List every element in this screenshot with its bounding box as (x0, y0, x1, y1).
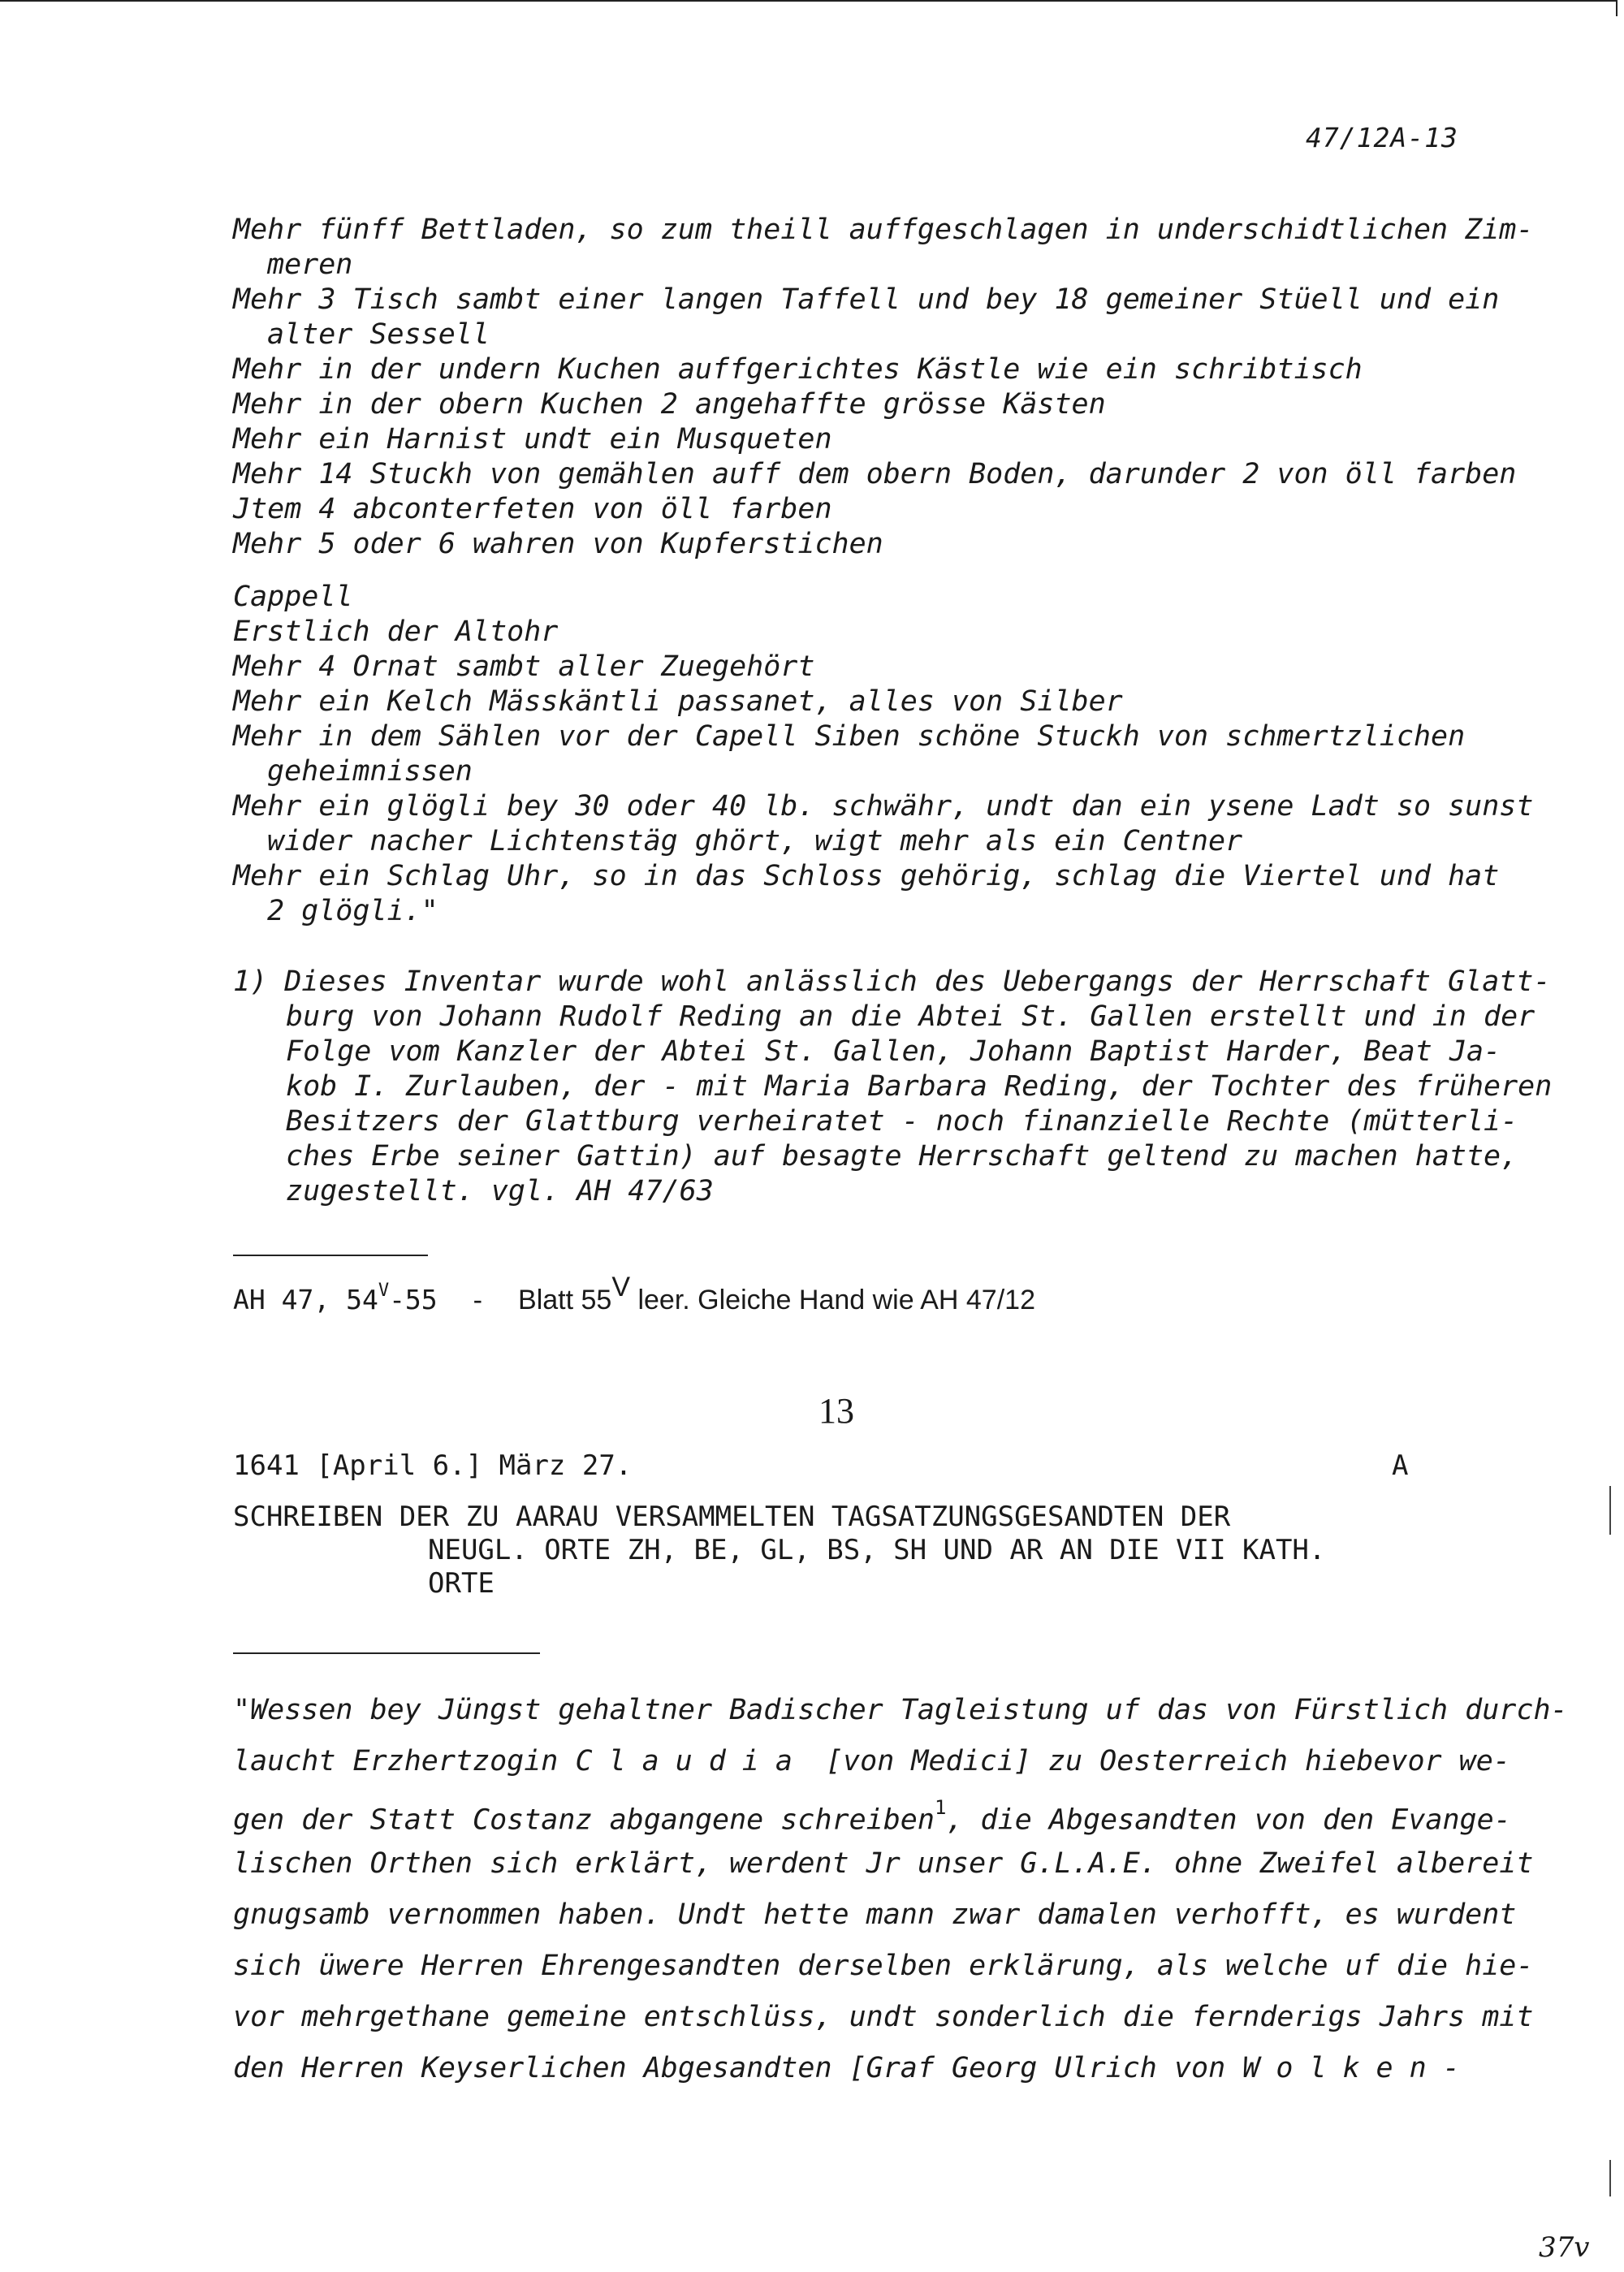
source-separator-rule (233, 1255, 428, 1256)
footnote-line: burg von Johann Rudolf Reding an die Abtei St. Gallen erstellt und in der (286, 1000, 1535, 1033)
source-note (233, 1271, 1035, 1320)
scan-border-right (1616, 0, 1618, 16)
source-remark: leer. Gleiche Hand wie AH 47/12 (630, 1285, 1035, 1315)
body-text: den Herren Keyserlichen Abgesandten [Graf Georg Ulrich von (233, 2052, 1243, 2084)
footnote-line: ches Erbe seiner Gattin) auf besagte Herrschaft geltend zu machen hatte, (286, 1140, 1518, 1173)
inventory-line: Mehr 14 Stuckh von gemählen auff dem obern Boden, darunder 2 von öll farben (233, 458, 1517, 490)
body-line: vor mehrgethane gemeine entschlüss, undt sonderlich die fernderigs Jahrs mit (233, 2001, 1534, 2033)
body-line (233, 1736, 1568, 1787)
body-text: gen der Statt Costanz abgangene schreiben (233, 1803, 935, 1837)
source-blatt: Blatt 55 (518, 1285, 612, 1315)
source-range: -55 - (389, 1284, 519, 1315)
spaced-name: Claudia (575, 1745, 809, 1777)
scan-border-top (0, 0, 1616, 2)
title-line: ORTE (428, 1567, 495, 1600)
title-line: NEUGL. ORTE ZH, BE, GL, BS, SH UND AR AN DIE VII KATH. (428, 1534, 1326, 1566)
inventory-line: Mehr ein glögli bey 30 oder 40 lb. schwähr, undt dan ein ysene Ladt so sunst (233, 790, 1534, 823)
body-text: laucht Erzhertzogin (233, 1745, 576, 1777)
body-line: lischen Orthen sich erklärt, werdent Jr unser G.L.A.E. ohne Zweifel albereit (233, 1847, 1534, 1880)
inventory-line: geheimnissen (267, 755, 473, 788)
inventory-line: Mehr fünff Bettladen, so zum theill auffgeschlagen in underschidtlichen Zim- (233, 214, 1534, 246)
body-line: gnugsamb vernommen haben. Undt hette mann zwar damalen verhofft, es wurdent (233, 1898, 1517, 1931)
body-text: - (1442, 2052, 1460, 2084)
document-number: 13 (818, 1391, 854, 1431)
body-text: , die Abgesandten von den Evange- (946, 1803, 1511, 1837)
inventory-line: Mehr ein Harnist undt ein Musqueten (233, 423, 832, 456)
title-line: SCHREIBEN DER ZU AARAU VERSAMMELTEN TAGSATZUNGSGESANDTEN DER (233, 1501, 1231, 1533)
spaced-name: Wolken (1242, 2052, 1443, 2084)
page-reference: 47/12A-13 (1306, 122, 1458, 153)
inventory-line: meren (267, 248, 353, 281)
body-text: [von Medici] zu Oesterreich hiebevor we- (808, 1745, 1510, 1777)
body-line: "Wessen bey Jüngst gehaltner Badischer Tagleistung uf das von Fürstlich durch- (233, 1694, 1568, 1726)
inventory-line: Jtem 4 abconterfeten von öll farben (233, 493, 832, 525)
inventory-line: Erstlich der Altohr (233, 616, 559, 648)
document-letter: A (1392, 1449, 1409, 1482)
inventory-line: Mehr ein Schlag Uhr, so in das Schloss gehörig, schlag die Viertel und hat (233, 860, 1500, 892)
body-line (233, 2043, 1568, 2094)
source-shelfmark: AH 47, 54 (233, 1284, 378, 1315)
inventory-line: 2 glögli." (267, 895, 438, 927)
footnote-line: 1) Dieses Inventar wurde wohl anlässlich des Uebergangs der Herrschaft Glatt- (233, 965, 1551, 998)
footnote-marker: 1 (934, 1796, 947, 1819)
body-line (233, 1787, 1568, 1838)
letter-body (233, 1685, 1568, 2094)
inventory-line: Mehr 3 Tisch sambt einer langen Taffell und bey 18 gemeiner Stüell und ein (233, 283, 1500, 316)
footnote-line: zugestellt. vgl. AH 47/63 (286, 1175, 714, 1207)
inventory-list (233, 213, 1533, 929)
inventory-line: Mehr ein Kelch Mässkäntli passanet, alles von Silber (233, 685, 1123, 718)
body-separator-rule (233, 1652, 540, 1654)
footnote-line: Besitzers der Glattburg verheiratet - noch finanzielle Rechte (mütterli- (286, 1105, 1518, 1138)
inventory-line: Mehr in dem Sählen vor der Capell Siben schöne Stuckh von schmertzlichen (233, 720, 1466, 753)
inventory-line: Mehr 4 Ornat sambt aller Zuegehört (233, 650, 815, 683)
document-title (233, 1501, 1325, 1600)
inventory-line: alter Sessell (267, 318, 490, 351)
footnote (233, 965, 1552, 1209)
handwritten-folio-mark: 37v (1539, 2231, 1590, 2264)
footnote-line: Folge vom Kanzler der Abtei St. Gallen, Johann Baptist Harder, Beat Ja- (286, 1035, 1501, 1068)
inventory-line: Mehr 5 oder 6 wahren von Kupferstichen (233, 528, 883, 560)
footnote-line: kob I. Zurlauben, der - mit Maria Barbara Reding, der Tochter des früheren (286, 1070, 1553, 1103)
inventory-line: Cappell (233, 581, 353, 613)
inventory-line: Mehr in der obern Kuchen 2 angehaffte grösse Kästen (233, 388, 1106, 421)
scan-edge-mark (1609, 1486, 1611, 1535)
inventory-line: Mehr in der undern Kuchen auffgerichtes Kästle wie ein schribtisch (233, 353, 1363, 386)
source-verso-mark-2: V (611, 1272, 631, 1302)
scan-edge-mark (1609, 2160, 1611, 2196)
body-line: sich üwere Herren Ehrengesandten derselben erklärung, als welche uf die hie- (233, 1950, 1534, 1982)
document-date: 1641 [April 6.] März 27. (233, 1449, 633, 1482)
source-verso-mark: V (378, 1281, 390, 1301)
inventory-line: wider nacher Lichtenstäg ghört, wigt mehr als ein Centner (267, 825, 1243, 857)
section-gap (233, 562, 1533, 580)
